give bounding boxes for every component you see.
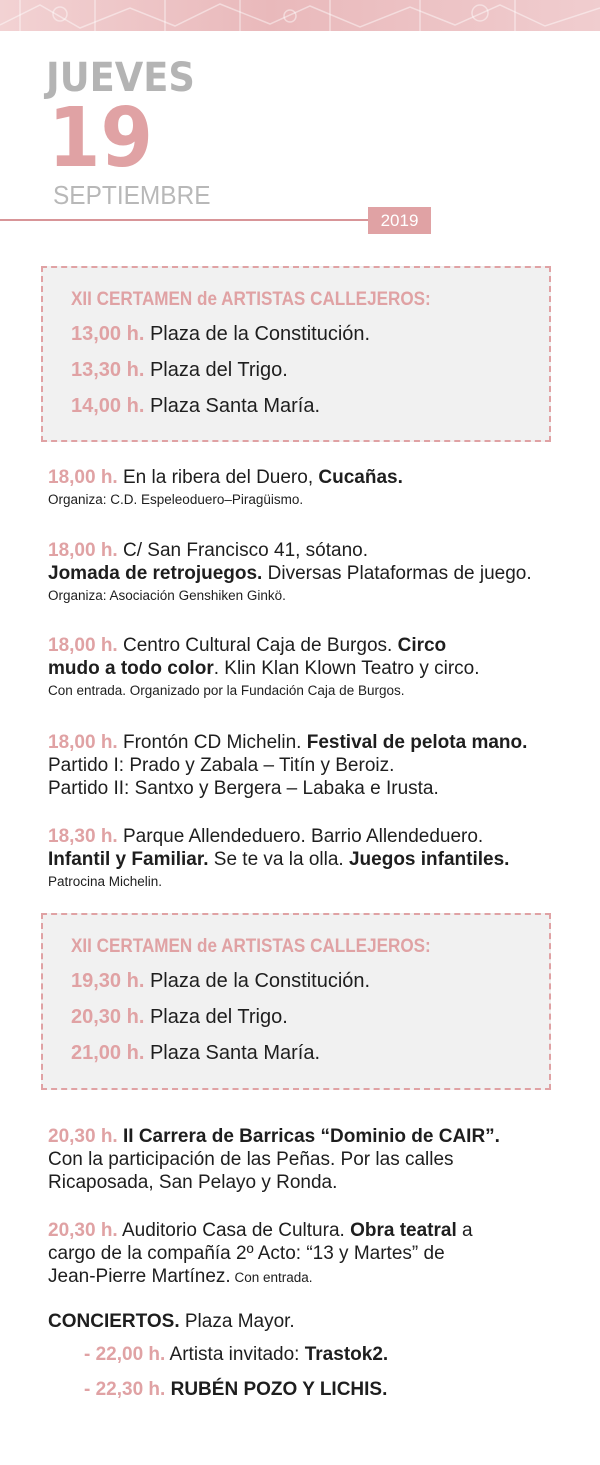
event-allendeduero [48, 825, 542, 891]
event-highlight: Jomada de retrojuegos. [48, 563, 263, 584]
event-highlight: Juegos infantiles. [348, 849, 510, 870]
day-name: JUEVES [46, 55, 195, 101]
concerts-place: Plaza Mayor. [179, 1311, 295, 1332]
event-line [48, 848, 542, 871]
event-line [48, 1125, 542, 1148]
event-line [48, 634, 542, 657]
event-line: cargo de la compañía 2º Acto: “13 y Martes” de [48, 1243, 445, 1264]
event-time: 18,30 h. [48, 826, 118, 847]
event-barricas [48, 1125, 542, 1194]
event-text: . Klin Klan Klown Teatro y circo. [213, 658, 480, 679]
event-text: Parque Allendeduero. Barrio Allendeduero. [117, 826, 484, 847]
event-line [48, 731, 542, 754]
year-badge: 2019 [368, 207, 431, 234]
event-time: 13,00 h. [71, 323, 145, 345]
event-highlight: mudo a todo color [48, 658, 214, 679]
event-time: 14,00 h. [71, 395, 145, 417]
event-highlight: Cucañas. [318, 467, 403, 488]
event-organizer: Con entrada. Organizado por la Fundación Caja de Burgos. [48, 683, 405, 698]
box-row [71, 322, 549, 346]
event-time: 22,00 h. [95, 1344, 166, 1365]
event-line: Partido I: Prado y Zabala – Titín y Beroiz. [48, 755, 395, 776]
event-line [48, 657, 542, 680]
event-highlight: Circo [397, 635, 447, 656]
event-time: 18,00 h. [48, 540, 118, 561]
event-organizer: Organiza: C.D. Espeleoduero–Piragüismo. [48, 492, 304, 507]
event-pelota [48, 731, 542, 800]
list-dash: - [84, 1379, 96, 1400]
box-row [71, 969, 549, 993]
concerts-section [48, 1310, 542, 1401]
concert-item [48, 1343, 542, 1366]
event-place: Plaza Santa María. [149, 395, 321, 417]
event-time: 18,00 h. [48, 732, 118, 753]
list-dash: - [84, 1344, 96, 1365]
event-time: 22,30 h. [95, 1379, 166, 1400]
event-highlight: RUBÉN POZO Y LICHIS. [170, 1379, 388, 1400]
event-text: Auditorio Casa de Cultura. [117, 1220, 351, 1241]
event-time: 13,30 h. [71, 359, 145, 381]
decorative-banner [0, 0, 600, 31]
banner-pattern [0, 0, 600, 31]
event-text: a [456, 1220, 473, 1241]
event-retrojuegos [48, 539, 542, 605]
concerts-title: CONCIERTOS. [48, 1311, 180, 1332]
event-highlight: Obra teatral [350, 1220, 457, 1241]
box-row [71, 1005, 549, 1029]
event-text: Centro Cultural Caja de Burgos. [117, 635, 398, 656]
artists-box-evening [41, 913, 551, 1090]
box-row [71, 358, 549, 382]
event-line: Ricaposada, San Pelayo y Ronda. [48, 1172, 338, 1193]
event-text: Diversas Plataformas de juego. [262, 563, 532, 584]
concert-item [48, 1378, 542, 1401]
day-number: 19 [48, 91, 153, 186]
event-time: 18,00 h. [48, 467, 118, 488]
event-cucanas [48, 466, 542, 509]
event-highlight: Festival de pelota mano. [306, 732, 528, 753]
box-row [71, 394, 549, 418]
event-time: 20,30 h. [48, 1220, 118, 1241]
event-text: Artista invitado: [165, 1344, 305, 1365]
event-line [48, 1219, 542, 1242]
event-text: En la ribera del Duero, [117, 467, 319, 488]
event-text: Jean-Pierre Martínez. [48, 1266, 231, 1287]
artists-box-morning [41, 266, 551, 442]
event-text: Frontón CD Michelin. [117, 732, 307, 753]
event-place: Plaza de la Constitución. [149, 323, 371, 345]
event-highlight: Trastok2. [304, 1344, 389, 1365]
event-highlight: Infantil y Familiar. [48, 849, 209, 870]
event-obra-teatral [48, 1219, 542, 1289]
event-organizer: Organiza: Asociación Genshiken Ginkö. [48, 588, 286, 603]
event-line: Partido II: Santxo y Bergera – Labaka e Irusta. [48, 778, 439, 799]
event-line [48, 1265, 542, 1289]
event-time: 21,00 h. [71, 1042, 145, 1064]
header-divider [0, 219, 370, 221]
box-title: XII CERTAMEN de ARTISTAS CALLEJEROS: [71, 289, 431, 310]
event-highlight: II Carrera de Barricas “Dominio de CAIR”. [117, 1126, 500, 1147]
event-text: Se te va la olla. [208, 849, 349, 870]
event-note: Con entrada. [230, 1270, 313, 1285]
event-line [48, 562, 542, 585]
event-line: Con la participación de las Peñas. Por las calles [48, 1149, 454, 1170]
event-place: Plaza Santa María. [149, 1042, 321, 1064]
event-organizer: Patrocina Michelin. [48, 874, 163, 889]
event-time: 19,30 h. [71, 970, 145, 992]
event-line [48, 466, 542, 489]
event-circo [48, 634, 542, 700]
event-time: 18,00 h. [48, 635, 118, 656]
box-row [71, 1041, 549, 1065]
box-title: XII CERTAMEN de ARTISTAS CALLEJEROS: [71, 936, 431, 957]
event-time: 20,30 h. [48, 1126, 118, 1147]
month-name: SEPTIEMBRE [53, 180, 211, 210]
concerts-heading [48, 1310, 542, 1333]
event-text: C/ San Francisco 41, sótano. [117, 540, 369, 561]
event-line [48, 825, 542, 848]
event-place: Plaza del Trigo. [149, 359, 288, 381]
event-line [48, 539, 542, 562]
event-place: Plaza de la Constitución. [149, 970, 371, 992]
event-place: Plaza del Trigo. [149, 1006, 288, 1028]
event-time: 20,30 h. [71, 1006, 145, 1028]
